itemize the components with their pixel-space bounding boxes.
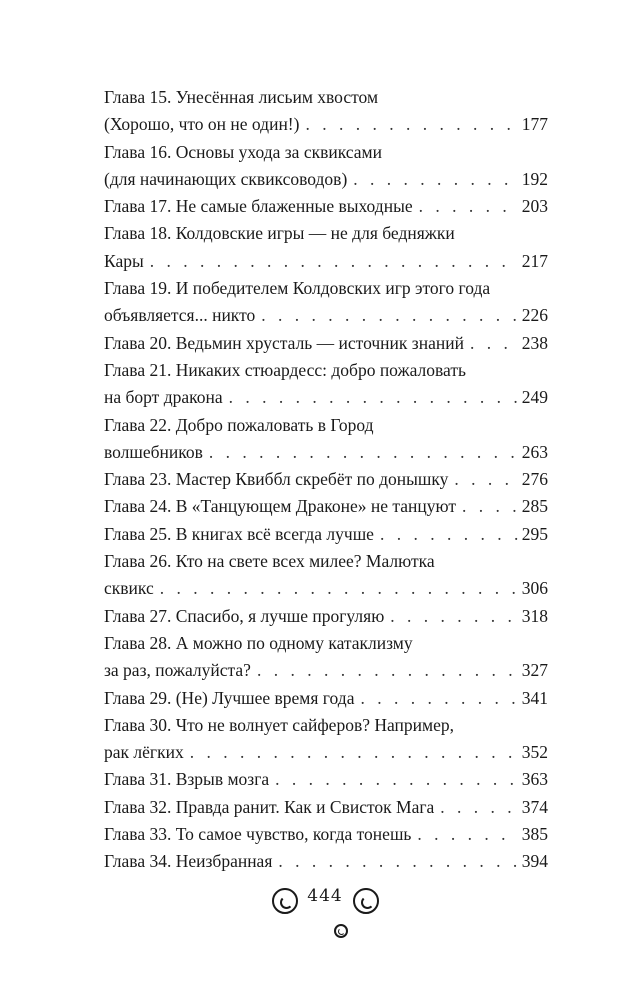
- toc-entry: [104, 466, 548, 493]
- toc-entry: [104, 275, 548, 330]
- toc-entry-line: [104, 603, 548, 630]
- dot-leader: [305, 111, 517, 138]
- toc-entry-line: [104, 548, 548, 575]
- chapter-page-number: 363: [521, 769, 548, 790]
- dot-leader: [278, 848, 517, 875]
- toc-entry: [104, 357, 548, 412]
- chapter-title: Глава 17. Не самые блаженные выходные: [104, 196, 413, 217]
- chapter-title: Глава 32. Правда ранит. Как и Свисток Мага: [104, 796, 435, 817]
- dot-leader: [462, 493, 518, 520]
- chapter-title: Кары: [104, 250, 144, 271]
- toc-entry-line: [104, 357, 548, 384]
- toc-entry-line: [104, 248, 548, 275]
- chapter-title: Глава 34. Неизбранная: [104, 851, 273, 872]
- toc-entry: [104, 821, 548, 848]
- chapter-page-number: 226: [521, 305, 548, 326]
- chapter-title: Глава 30. Что не волнует сайферов? Например,: [104, 714, 454, 735]
- toc-entry: [104, 685, 548, 712]
- chapter-title: Глава 15. Унесённая лисьим хвостом: [104, 87, 379, 107]
- toc-entry: [104, 493, 548, 520]
- toc-entry: [104, 848, 548, 875]
- toc-entry: [104, 84, 548, 139]
- toc-entry-line: [104, 657, 548, 684]
- chapter-title: Глава 29. (Не) Лучшее время года: [104, 687, 355, 708]
- toc-entry: [104, 766, 548, 793]
- dot-leader: [261, 302, 518, 329]
- dot-leader: [150, 248, 518, 275]
- chapter-page-number: 217: [521, 250, 548, 271]
- toc-entry: [104, 330, 548, 357]
- chapter-title: рак лёгких: [104, 742, 184, 763]
- chapter-title: Глава 28. А можно по одному катаклизму: [104, 632, 413, 653]
- dot-leader: [419, 193, 518, 220]
- dot-leader: [257, 657, 518, 684]
- chapter-page-number: 192: [521, 168, 548, 189]
- dot-leader: [275, 766, 518, 793]
- toc-entry-line: [104, 712, 548, 739]
- chapter-title: на борт дракона: [104, 387, 223, 408]
- chapter-title: Глава 16. Основы ухода за сквиксами: [104, 141, 382, 162]
- chapter-page-number: 238: [521, 332, 548, 353]
- dot-leader: [360, 685, 517, 712]
- chapter-title: (Хорошо, что он не один!): [104, 114, 300, 135]
- toc-entry: [104, 139, 548, 194]
- toc-entry-line: [104, 193, 548, 220]
- toc-entry-line: [104, 630, 548, 657]
- chapter-title: Глава 27. Спасибо, я лучше прогуляю: [104, 605, 385, 626]
- swirl-bottom-icon: [334, 924, 348, 938]
- toc-entry: [104, 794, 548, 821]
- chapter-page-number: 306: [521, 578, 548, 599]
- toc-entry: [104, 712, 548, 767]
- dot-leader: [380, 521, 518, 548]
- chapter-page-number: 276: [521, 469, 548, 490]
- chapter-title: Глава 26. Кто на свете всех милее? Малютка: [104, 551, 435, 572]
- toc-entry-line: [104, 685, 548, 712]
- chapter-title: Глава 25. В книгах всё всегда лучше: [104, 523, 374, 544]
- toc-entry-line: [104, 384, 548, 411]
- toc-entry-line: [104, 821, 548, 848]
- chapter-page-number: 352: [521, 742, 548, 763]
- dot-leader: [440, 794, 517, 821]
- dot-leader: [209, 439, 518, 466]
- toc-entry-line: [104, 111, 548, 138]
- chapter-title: за раз, пожалуйста?: [104, 660, 251, 681]
- table-of-contents: [104, 84, 548, 876]
- toc-entry: [104, 521, 548, 548]
- chapter-page-number: 285: [521, 496, 548, 517]
- toc-entry: [104, 603, 548, 630]
- toc-entry-line: [104, 412, 548, 439]
- page-footer: [0, 880, 619, 950]
- dot-leader: [470, 330, 518, 357]
- chapter-page-number: 263: [521, 441, 548, 462]
- toc-entry: [104, 220, 548, 275]
- dot-leader: [454, 466, 517, 493]
- toc-entry-line: [104, 848, 548, 875]
- toc-entry: [104, 412, 548, 467]
- toc-entry-line: [104, 766, 548, 793]
- toc-entry: [104, 548, 548, 603]
- chapter-page-number: 341: [521, 687, 548, 708]
- swirl-right-icon: [353, 888, 379, 914]
- chapter-title: Глава 24. В «Танцующем Драконе» не танцуют: [104, 496, 456, 517]
- toc-entry-line: [104, 166, 548, 193]
- toc-entry: [104, 193, 548, 220]
- toc-entry-line: [104, 739, 548, 766]
- dot-leader: [160, 575, 518, 602]
- chapter-title: Глава 31. Взрыв мозга: [104, 769, 270, 790]
- chapter-page-number: 249: [521, 387, 548, 408]
- dot-leader: [190, 739, 518, 766]
- toc-entry-line: [104, 302, 548, 329]
- page-number: 444: [307, 886, 343, 906]
- chapter-title: Глава 33. То самое чувство, когда тонешь: [104, 824, 412, 845]
- toc-entry-line: [104, 575, 548, 602]
- chapter-title: объявляется... никто: [104, 305, 256, 326]
- toc-entry-line: [104, 439, 548, 466]
- toc-entry-line: [104, 220, 548, 247]
- chapter-title: Глава 22. Добро пожаловать в Город: [104, 414, 374, 435]
- dot-leader: [353, 166, 517, 193]
- toc-entry-line: [104, 84, 548, 111]
- toc-entry-line: [104, 794, 548, 821]
- chapter-title: волшебников: [104, 441, 203, 462]
- dot-leader: [229, 384, 518, 411]
- chapter-title: Глава 23. Мастер Квиббл скребёт по донышку: [104, 469, 449, 490]
- swirl-left-icon: [272, 888, 298, 914]
- chapter-page-number: 374: [521, 796, 548, 817]
- chapter-title: Глава 18. Колдовские игры — не для бедняжки: [104, 223, 455, 244]
- chapter-page-number: 295: [521, 523, 548, 544]
- chapter-page-number: 203: [521, 196, 548, 217]
- toc-entry-line: [104, 466, 548, 493]
- chapter-title: Глава 20. Ведьмин хрусталь — источник знаний: [104, 332, 464, 353]
- dot-leader: [417, 821, 517, 848]
- toc-entry-line: [104, 330, 548, 357]
- toc-entry-line: [104, 493, 548, 520]
- chapter-title: Глава 21. Никаких стюардесс: добро пожаловать: [104, 359, 466, 380]
- dot-leader: [390, 603, 517, 630]
- toc-entry: [104, 630, 548, 685]
- chapter-title: Глава 19. И победителем Колдовских игр этого года: [104, 278, 491, 299]
- chapter-page-number: 385: [521, 824, 548, 845]
- chapter-title: (для начинающих сквиксоводов): [104, 168, 348, 189]
- chapter-page-number: 327: [521, 660, 548, 681]
- chapter-title: сквикс: [104, 578, 154, 599]
- chapter-page-number: 394: [521, 851, 548, 872]
- toc-entry-line: [104, 275, 548, 302]
- toc-entry-line: [104, 139, 548, 166]
- chapter-page-number: 318: [521, 605, 548, 626]
- toc-entry-line: [104, 521, 548, 548]
- chapter-page-number: 177: [521, 114, 548, 135]
